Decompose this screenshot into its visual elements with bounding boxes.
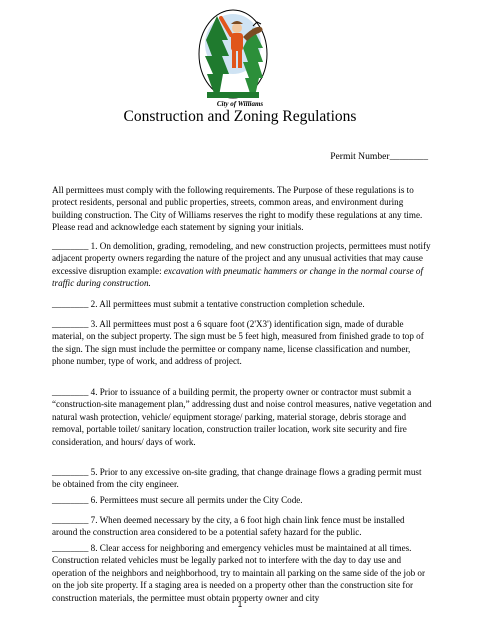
initials-blank: ________ xyxy=(52,543,89,553)
permit-number-field: Permit Number________ xyxy=(330,151,428,162)
city-logo-icon xyxy=(193,4,273,110)
regulation-item-7 xyxy=(52,514,432,539)
initials-blank: ________ xyxy=(52,467,89,477)
regulation-text: 7. When deemed necessary by the city, a 6 foot high chain link fence must be installed around the construction area considered to be a potential safety hazard for the public. xyxy=(52,515,405,538)
regulation-text: 5. Prior to any excessive on-site grading, that change drainage flows a grading permit must be obtained from the city engineer. xyxy=(52,467,422,490)
logo-caption: City of Williams xyxy=(216,100,264,108)
regulation-item-5 xyxy=(52,466,432,491)
regulation-item-4 xyxy=(52,386,432,448)
regulation-item-1 xyxy=(52,240,432,290)
page-title: Construction and Zoning Regulations xyxy=(123,108,357,125)
initials-blank: ________ xyxy=(52,319,89,329)
initials-blank: ________ xyxy=(52,387,89,397)
regulation-text: 6. Permittees must secure all permits under the City Code. xyxy=(90,495,303,505)
regulation-text: 1. On demolition, grading, remodeling, and new construction projects, permittees must notify adjacent property owners regarding the nature of the project and any unusual activities that may cause excessive disruption example: xyxy=(52,241,431,276)
regulation-example: excavation with pneumatic hammers or change in the normal course of traffic during construction. xyxy=(52,265,424,289)
regulation-item-8 xyxy=(52,542,432,604)
regulation-item-3 xyxy=(52,318,432,368)
initials-blank: ________ xyxy=(52,299,89,309)
page-number: 1 xyxy=(237,600,243,609)
regulation-item-6 xyxy=(52,494,432,506)
initials-blank: ________ xyxy=(52,495,89,505)
regulation-text: 3. All permittees must post a 6 square foot (2'X3') identification sign, made of durable material, on the subject property. The sign must be 5 feet high, measured from finished grade to top of the sign. The sign must include the permittee or company name, license classification and number, phone number, type of work, and address of project. xyxy=(52,319,424,367)
regulation-item-2 xyxy=(52,298,432,310)
regulation-text: 4. Prior to issuance of a building permit, the property owner or contractor must submit a “construction-site management plan,” addressing dust and noise control measures, native vegetation and natural wash protection, vehicle/ equipment storage/ parking, material storage, debris storage and removal, portable toilet/ sanitary location, construction trailer location, work site security and fire consideration, and hours/ days of work. xyxy=(52,387,432,447)
initials-blank: ________ xyxy=(52,515,89,525)
regulation-text: 2. All permittees must submit a tentative construction completion schedule. xyxy=(90,299,365,309)
intro-paragraph: All permittees must comply with the following requirements. The Purpose of these regulations is to protect residents, personal and public properties, streets, common areas, and environment during building construction. The City of Williams reserves the right to modify these regulations at any time. Please read and acknowledge each statement by signing your initials. xyxy=(52,185,423,233)
regulation-text: 8. Clear access for neighboring and emergency vehicles must be maintained at all times. Construction related vehicles must be legally parked not to interfere with the day to day use and operation of the neighbors and neighborhood, try to maintain all parking on the same side of the job or on the job site property. If a staging area is needed on a property other than the construction site for construction materials, the permittee must obtain property owner and city xyxy=(52,543,426,603)
initials-blank: ________ xyxy=(52,241,89,251)
